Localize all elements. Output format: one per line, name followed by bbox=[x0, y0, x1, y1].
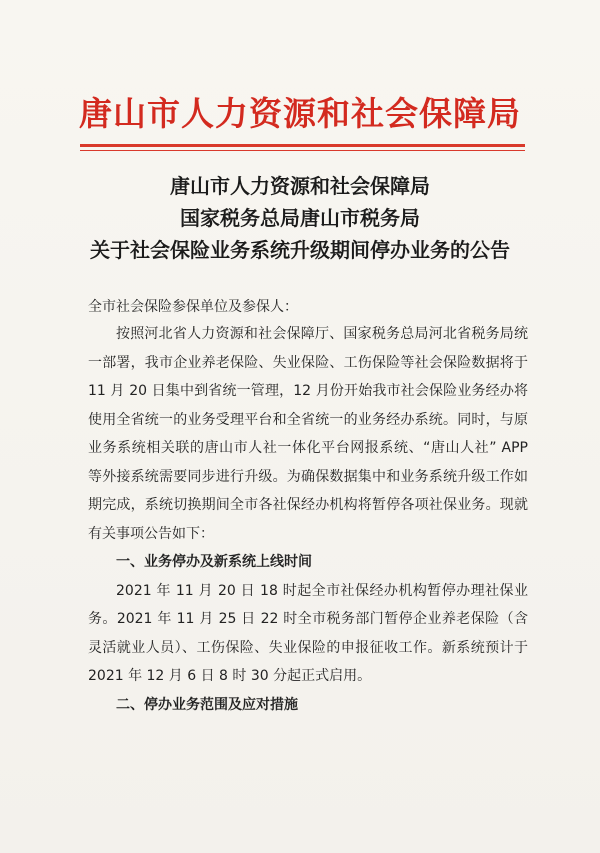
agency-header-title: 唐山市人力资源和社会保障局 bbox=[79, 94, 521, 133]
salutation: 全市社会保险参保单位及参保人： bbox=[88, 299, 298, 315]
section-1-paragraph: 2021 年 11 月 20 日 18 时起全市社保经办机构暂停办理社保业务。2021 年 11 月 25 日 22 时全市税务部门暂停企业养老保险（含灵活就业人员）、工伤保险、失业保险的申报征收工作。新系统预计于 2021 年 12 月 6 日 8 时 30 分起正式启用。 bbox=[88, 582, 528, 684]
title-line-issuer-1: 唐山市人力资源和社会保障局 bbox=[170, 174, 430, 198]
red-rule-thick bbox=[80, 144, 525, 147]
title-line-subject: 关于社会保险业务系统升级期间停办业务的公告 bbox=[90, 238, 510, 262]
announcement-title-block bbox=[0, 170, 600, 266]
title-line-issuer-2: 国家税务总局唐山市税务局 bbox=[180, 206, 420, 230]
red-rule-thin bbox=[80, 150, 525, 151]
section-1-heading: 一、业务停办及新系统上线时间 bbox=[116, 554, 312, 570]
section-2-heading: 二、停办业务范围及应对措施 bbox=[116, 696, 298, 713]
intro-paragraph: 按照河北省人力资源和社会保障厅、国家税务总局河北省税务局统一部署，我市企业养老保险、失业保险、工伤保险等社会保险数据将于 11 月 20 日集中到省统一管理，12 月份开始我市社会保险业务经办将使用全省统一的业务受理平台和全省统一的业务经办系统。同时，与原业务系统相关联的唐山市人社一体化平台网报系统、“唐山人社” APP 等外接系统需要同步进行升级。为确保数据集中和业务系统升级工作如期完成，系统切换期间全市各社保经办机构将暂停各项社保业务。现就有关事项公告如下： bbox=[88, 326, 528, 542]
announcement-body bbox=[88, 294, 528, 719]
